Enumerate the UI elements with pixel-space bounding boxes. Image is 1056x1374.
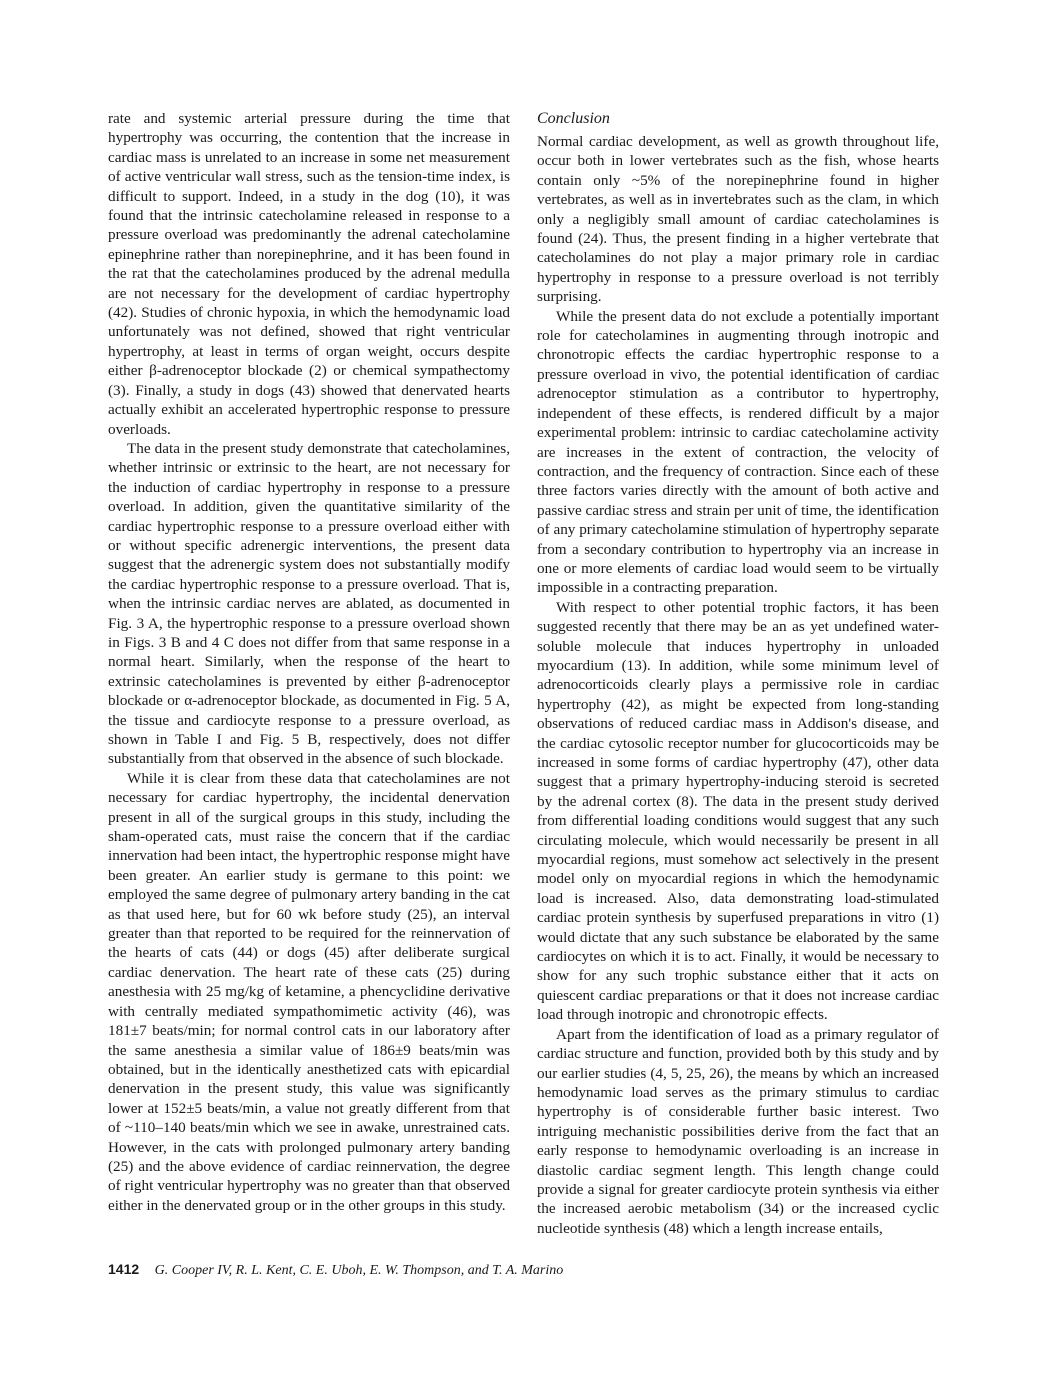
page-footer bbox=[108, 1261, 938, 1279]
paragraph: Apart from the identification of load as a primary regulator of cardiac structure and function, provided both by this study and by our earlier studies (4, 5, 25, 26), the means by which an increased hemodynamic load serves as the primary stimulus to cardiac hypertrophy is of considerable further basic interest. Two intriguing mechanistic possibilities derive from the fact that an early response to hemodynamic overloading is an increase in diastolic cardiac segment length. This length change could provide a signal for greater cardiocyte protein synthesis via either the increased aerobic metabolism (34) or the increased cyclic nucleotide synthesis (48) which a length increase entails, bbox=[537, 1025, 939, 1237]
paragraph: The data in the present study demonstrate that catecholamines, whether intrinsic or extrinsic to the heart, are not necessary for the induction of cardiac hypertrophy in response to a pressure overload. In addition, given the quantitative similarity of the cardiac hypertrophic response to a pressure overload either with or without specific adrenergic interventions, the present data suggest that the adrenergic system does not substantially modify the cardiac hypertrophic response to a pressure overload. That is, when the intrinsic cardiac nerves are ablated, as documented in Fig. 3 A, the hypertrophic response to a pressure overload shown in Figs. 3 B and 4 C does not differ from that same response in a normal heart. Similarly, when the response of the heart to extrinsic catecholamines is prevented by either β-adrenoceptor blockade or α-adrenoceptor blockade, as documented in Fig. 5 A, the tissue and cardiocyte response to a pressure overload, as shown in Table I and Fig. 5 B, respectively, does not differ substantially from that observed in the absence of such blockade. bbox=[108, 439, 510, 768]
right-column bbox=[537, 109, 939, 1238]
page-number: 1412 bbox=[108, 1261, 140, 1277]
running-authors: G. Cooper IV, R. L. Kent, C. E. Uboh, E. W. Thompson, and T. A. Marino bbox=[154, 1263, 564, 1278]
left-column bbox=[108, 109, 510, 1215]
paragraph: While it is clear from these data that catecholamines are not necessary for cardiac hypertrophy, the incidental denervation present in all of the surgical groups in this study, including the sham-operated cats, must raise the concern that if the cardiac innervation had been intact, the hypertrophic response might have been greater. An earlier study is germane to this point: we employed the same degree of pulmonary artery banding in the cat as that used here, but for 60 wk before study (25), an interval greater than that reported to be required for the reinnervation of the hearts of cats (44) or dogs (45) after deliberate surgical cardiac denervation. The heart rate of these cats (25) during anesthesia with 25 mg/kg of ketamine, a phencyclidine derivative with centrally mediated sympathomimetic activity (46), was 181±7 beats/min; for normal control cats in our laboratory after the same anesthesia a similar value of 186±9 beats/min was obtained, but in the identically anesthetized cats with epicardial denervation in the present study, this value was significantly lower at 152±5 beats/min, a value not greatly different from that of ~110–140 beats/min which we see in awake, unrestrained cats. However, in the cats with prolonged pulmonary artery banding (25) and the above evidence of cardiac reinnervation, the degree of right ventricular hypertrophy was no greater than that observed either in the denervated group or in the other groups in this study. bbox=[108, 769, 510, 1214]
paragraph: Normal cardiac development, as well as growth throughout life, occur both in lower vertebrates such as the fish, whose hearts contain only ~5% of the norepinephrine found in higher vertebrates, as well as in invertebrates such as the clam, in which only a negligibly small amount of cardiac catecholamines is found (24). Thus, the present finding in a higher vertebrate that catecholamines do not play a major primary role in cardiac hypertrophy in response to a pressure overload is not terribly surprising. bbox=[537, 133, 939, 306]
paragraph: With respect to other potential trophic factors, it has been suggested recently that there may be an as yet undefined water-soluble molecule that induces hypertrophy in unloaded myocardium (13). In addition, while some minimum level of adrenocorticoids clearly plays a permissive role in cardiac hypertrophy (42), as might be expected from long-standing observations of reduced cardiac mass in Addison's disease, and the cardiac cytosolic receptor number for glucocorticoids may be increased in some forms of cardiac hypertrophy (47), other data suggest that a primary hypertrophy-inducing steroid is secreted by the adrenal cortex (8). The data in the present study derived from differential loading conditions would suggest that any such circulating molecule, which would necessarily be present in all myocardial regions, must somehow act selectively in the present model only on myocardial regions in which the hemodynamic load is increased. Also, data demonstrating load-stimulated cardiac protein synthesis by superfused preparations in vitro (1) would dictate that any such substance be elaborated by the same cardiocytes on which it is to act. Finally, it would be necessary to show for any such trophic substance either that it acts on quiescent cardiac preparations or that it does not increase cardiac load through inotropic and chronotropic effects. bbox=[537, 598, 939, 1024]
section-heading: Conclusion bbox=[537, 110, 610, 127]
paragraph: rate and systemic arterial pressure during the time that hypertrophy was occurring, the contention that the increase in cardiac mass is unrelated to an increase in some net measurement of active ventricular wall stress, such as the tension-time index, is difficult to support. Indeed, in a study in the dog (10), it was found that the intrinsic catecholamine released in response to a pressure overload was predominantly the adrenal catecholamine epinephrine rather than norepinephrine, and it has been found in the rat that the catecholamines produced by the adrenal medulla are not necessary for the development of cardiac hypertrophy (42). Studies of chronic hypoxia, in which the hemodynamic load unfortunately was not defined, showed that right ventricular hypertrophy, at least in terms of organ weight, occurs despite either β-adrenoceptor blockade (2) or chemical sympathectomy (3). Finally, a study in dogs (43) showed that denervated hearts actually exhibit an accelerated hypertrophic response to pressure overloads. bbox=[108, 110, 510, 438]
paragraph: While the present data do not exclude a potentially important role for catecholamines in augmenting through inotropic and chronotropic effects the cardiac hypertrophic response to a pressure overload in vivo, the potential identification of cardiac adrenoceptor stimulation as a contributor to hypertrophy, independent of these effects, is rendered difficult by a major experimental problem: intrinsic to cardiac catecholamine activity are increases in the extent of contraction, the velocity of contraction, and the frequency of contraction. Since each of these three factors varies directly with the amount of both active and passive cardiac stress and strain per unit of time, the identification of any primary catecholamine stimulation of hypertrophy separate from a secondary contribution to hypertrophy via an increase in one or more elements of cardiac load would seem to be virtually impossible in a contracting preparation. bbox=[537, 307, 939, 597]
